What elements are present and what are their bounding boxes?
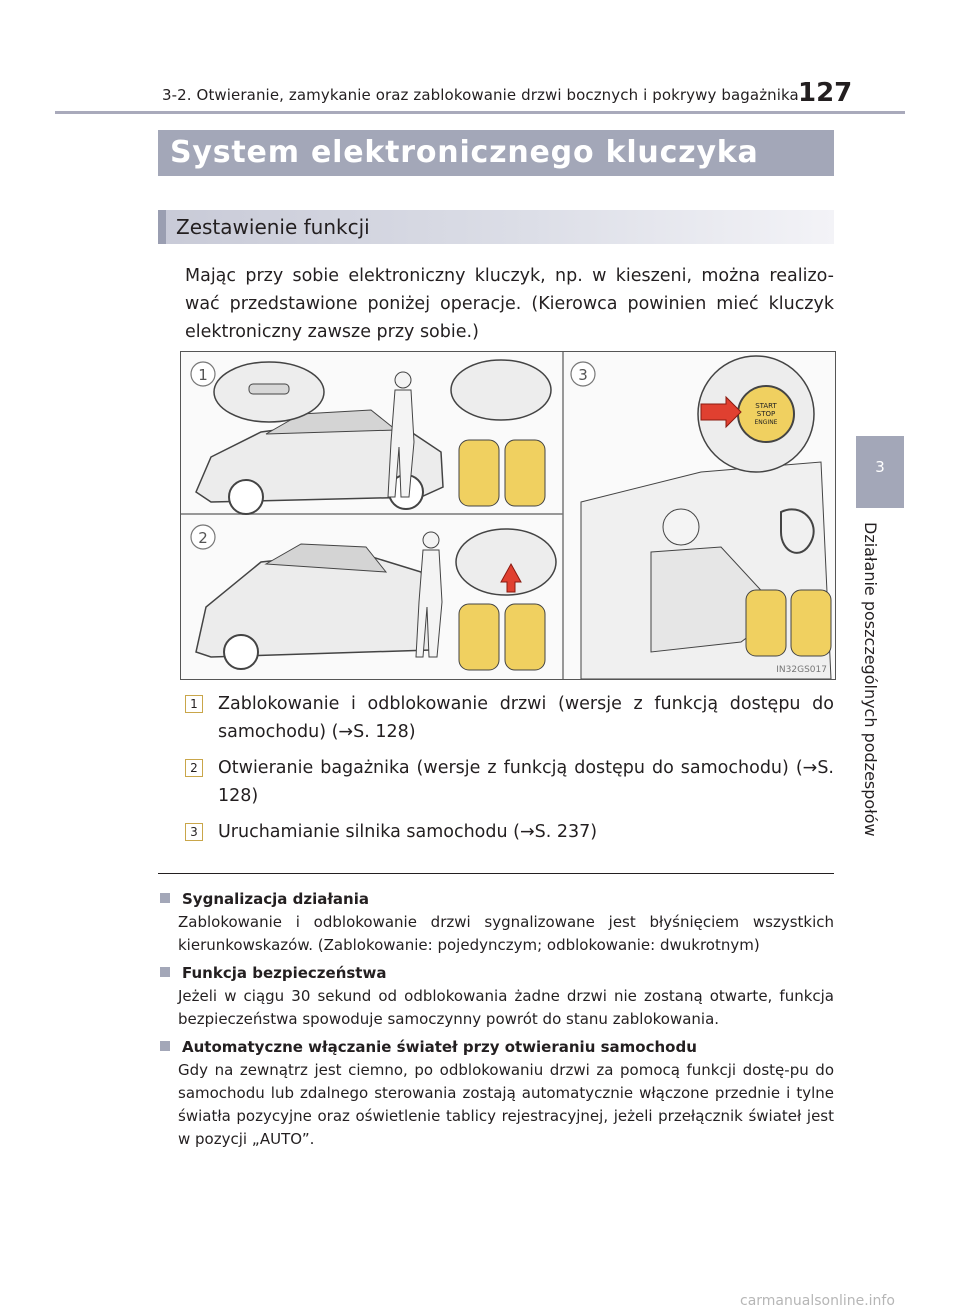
note-square-icon — [160, 893, 170, 903]
item-text: Zablokowanie i odblokowanie drzwi (wersje z funkcją dostępu do samochodu) (→S. 128) — [218, 694, 834, 742]
car-rear-drawing — [196, 544, 436, 669]
chapter-tab — [856, 436, 904, 508]
key-fob-1 — [459, 440, 545, 506]
page-title: System elektronicznego kluczyka — [170, 135, 759, 170]
item-number-box: 1 — [185, 695, 203, 713]
note-square-icon — [160, 1041, 170, 1051]
illustration-code: IN32GS017 — [776, 665, 827, 675]
note-body: Zablokowanie i odblokowanie drzwi sygnalizowane jest błyśnięciem wszystkich kierunkowskazów. (Zablokowanie: pojedynczym; odblokowanie: dwukrotnym) — [178, 913, 834, 954]
note-title — [158, 961, 834, 985]
subtitle: Zestawienie funkcji — [176, 215, 370, 239]
callout-1 — [191, 362, 215, 386]
page-number: 127 — [798, 78, 853, 108]
button-label-engine: ENGINE — [754, 419, 778, 426]
note-title-text: Sygnalizacja działania — [182, 890, 369, 908]
person-1-drawing — [388, 372, 414, 497]
button-label-start: START — [755, 402, 777, 410]
note-title — [158, 1035, 834, 1059]
door-handle-inset — [214, 362, 324, 422]
item-number-box: 2 — [185, 759, 203, 777]
engine-button-inset — [698, 356, 814, 472]
list-item — [185, 690, 834, 746]
person-2-drawing — [416, 532, 442, 657]
intro-paragraph: Mając przy sobie elektroniczny kluczyk, np. w kieszeni, można realizo-wać przedstawione poniżej operacje. (Kierowca powinien mieć kluczyk elektroniczny zawsze przy sobie.) — [185, 266, 834, 342]
subtitle-bar — [158, 210, 834, 244]
button-label-stop: STOP — [756, 410, 776, 418]
callout-3 — [571, 362, 595, 386]
subtitle-accent — [158, 210, 166, 244]
item-text: Otwieranie bagażnika (wersje z funkcją dostępu do samochodu) (→S. 128) — [218, 758, 834, 806]
svg-text:1: 1 — [198, 366, 208, 384]
chapter-number: 3 — [875, 458, 885, 476]
function-illustration — [180, 351, 836, 680]
list-item — [185, 818, 834, 846]
list-item — [185, 754, 834, 810]
svg-text:3: 3 — [578, 366, 588, 384]
note-title-text: Automatyczne włączanie świateł przy otwieraniu samochodu — [182, 1038, 697, 1056]
svg-text:2: 2 — [198, 529, 208, 547]
note-square-icon — [160, 967, 170, 977]
function-list — [185, 690, 834, 854]
trunk-button-inset — [456, 529, 556, 595]
note-title-text: Funkcja bezpieczeństwa — [182, 964, 387, 982]
item-number-box: 3 — [185, 823, 203, 841]
footer-watermark: carmanualsonline.info — [740, 1293, 895, 1309]
touch-sensor-inset — [451, 360, 551, 420]
section-divider — [158, 873, 834, 874]
key-fob-2 — [459, 604, 545, 670]
chapter-title: Działanie poszczególnych podzespołów — [861, 522, 880, 837]
header-rule — [55, 111, 905, 114]
callout-2 — [191, 525, 215, 549]
title-bar — [158, 130, 834, 176]
note-title — [158, 887, 834, 911]
illustration-drawing — [181, 352, 835, 679]
note-body: Gdy na zewnątrz jest ciemno, po odblokowaniu drzwi za pomocą funkcji dostę-pu do samochodu lub zdalnego sterowania zostają automatycznie włączone przednie i tylne światła pozycyjne oraz oświetlenie tablicy rejestracyjnej, jeżeli przełącznik świateł jest w pozycji „AUTO”. — [178, 1061, 834, 1148]
item-text: Uruchamianie silnika samochodu (→S. 237) — [218, 822, 598, 842]
note-body: Jeżeli w ciągu 30 sekund od odblokowania żadne drzwi nie zostaną otwarte, funkcja bezpieczeństwa spowoduje samoczynny powrót do stanu zablokowania. — [178, 987, 834, 1028]
notes-section — [158, 887, 834, 1155]
header-section-title: 3-2. Otwieranie, zamykanie oraz zablokowanie drzwi bocznych i pokrywy bagażnika — [162, 86, 799, 104]
